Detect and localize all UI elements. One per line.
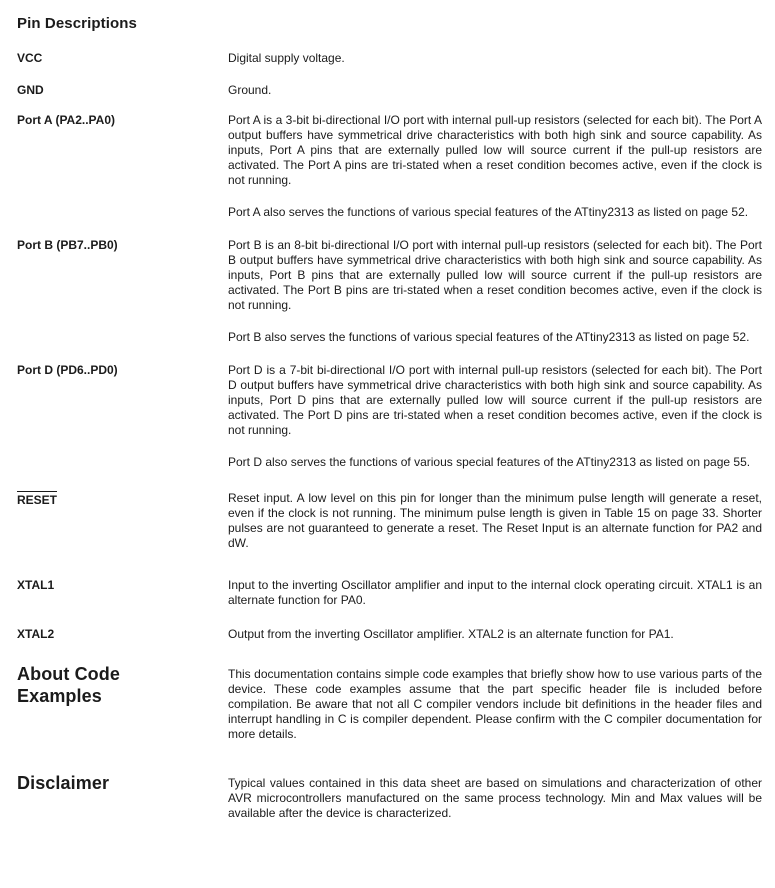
pin-row-port-b [17,238,762,345]
section-body-disclaimer [228,772,762,821]
pin-description-paragraph: Ground. [228,83,272,97]
pin-name-port-a: Port A (PA2..PA0) [17,113,116,127]
pin-name-gnd: GND [17,83,44,97]
pin-description-paragraph: Port D also serves the functions of various special features of the ATtiny2313 as listed on page 55. [228,455,751,469]
section-body-about-code-examples [228,663,762,742]
pin-row-port-d [17,363,762,470]
pin-description-xtal2 [228,627,762,642]
section-heading: About Code Examples [17,664,120,706]
pin-description-xtal1 [228,578,762,608]
section-paragraph: This documentation contains simple code examples that briefly show how to use various parts of the device. These code examples assume that the part specific header file is included before compilation. Be aware that not all C compiler vendors include bit definitions in the header files and interrupt handling in C is compiler dependent. Please confirm with the C compiler documentation for more details. [228,667,762,741]
pin-description-paragraph: Port A is a 3-bit bi-directional I/O port with internal pull-up resistors (selected for each bit). The Port A output buffers have symmetrical drive characteristics with both high sink and source capability. As inputs, Port A pins that are externally pulled low will source current if the pull-up resistors are activated. The Port A pins are tri-stated when a reset condition becomes active, even if the clock is not running. [228,113,762,187]
section-title-about-code-examples [17,663,228,742]
pin-row-reset [17,491,762,551]
pin-description-vcc [228,51,762,66]
pin-description-reset [228,491,762,551]
page-title: Pin Descriptions [17,15,137,32]
section-about-code-examples [17,663,762,742]
section-heading: Disclaimer [17,773,110,793]
section-paragraph: Typical values contained in this data sheet are based on simulations and characterization of other AVR microcontrollers manufactured on the same process technology. Min and Max values will be available after the device is characterized. [228,776,762,820]
pin-description-paragraph: Port A also serves the functions of various special features of the ATtiny2313 as listed on page 52. [228,205,749,219]
pin-description-paragraph: Input to the inverting Oscillator amplifier and input to the internal clock operating circuit. XTAL1 is an alternate function for PA0. [228,578,762,607]
pin-description-port-a [228,113,762,220]
pin-description-port-d [228,363,762,470]
pin-row-xtal2 [17,627,762,642]
section-disclaimer [17,772,762,821]
pin-name-reset [17,491,228,551]
pin-description-paragraph: Port B also serves the functions of various special features of the ATtiny2313 as listed on page 52. [228,330,750,344]
pin-name-xtal1: XTAL1 [17,578,55,592]
section-title-disclaimer [17,772,228,821]
pin-description-paragraph: Port B is an 8-bit bi-directional I/O port with internal pull-up resistors (selected for each bit). The Port B output buffers have symmetrical drive characteristics with both high sink and source capability. As inputs, Port B pins that are externally pulled low will source current if the pull-up resistors are activated. The Port B pins are tri-stated when a reset condition becomes active, even if the clock is not running. [228,238,762,312]
pin-name-vcc: VCC [17,51,43,65]
reset-overline-label: RESET [17,493,58,507]
pin-name-xtal2: XTAL2 [17,627,55,641]
pin-row-gnd [17,83,762,98]
pin-description-port-b [228,238,762,345]
pin-description-gnd [228,83,762,98]
pin-description-paragraph: Reset input. A low level on this pin for longer than the minimum pulse length will generate a reset, even if the clock is not running. The minimum pulse length is given in Table 15 on page 33. Shorter pulses are not guaranteed to generate a reset. The Reset Input is an alternate function for PA2 and dW. [228,491,762,550]
pin-row-vcc [17,51,762,66]
pin-description-paragraph: Port D is a 7-bit bi-directional I/O port with internal pull-up resistors (selected for each bit). The Port D output buffers have symmetrical drive characteristics with both high sink and source capability. As inputs, Port D pins that are externally pulled low will source current if the pull-up resistors are activated. The Port D pins are tri-stated when a reset condition becomes active, even if the clock is not running. [228,363,762,437]
pin-description-paragraph: Output from the inverting Oscillator amplifier. XTAL2 is an alternate function for PA1. [228,627,674,641]
pin-row-port-a [17,113,762,220]
pin-description-paragraph: Digital supply voltage. [228,51,345,65]
pin-row-xtal1 [17,578,762,608]
pin-name-port-d: Port D (PD6..PD0) [17,363,118,377]
pin-name-port-b: Port B (PB7..PB0) [17,238,118,252]
